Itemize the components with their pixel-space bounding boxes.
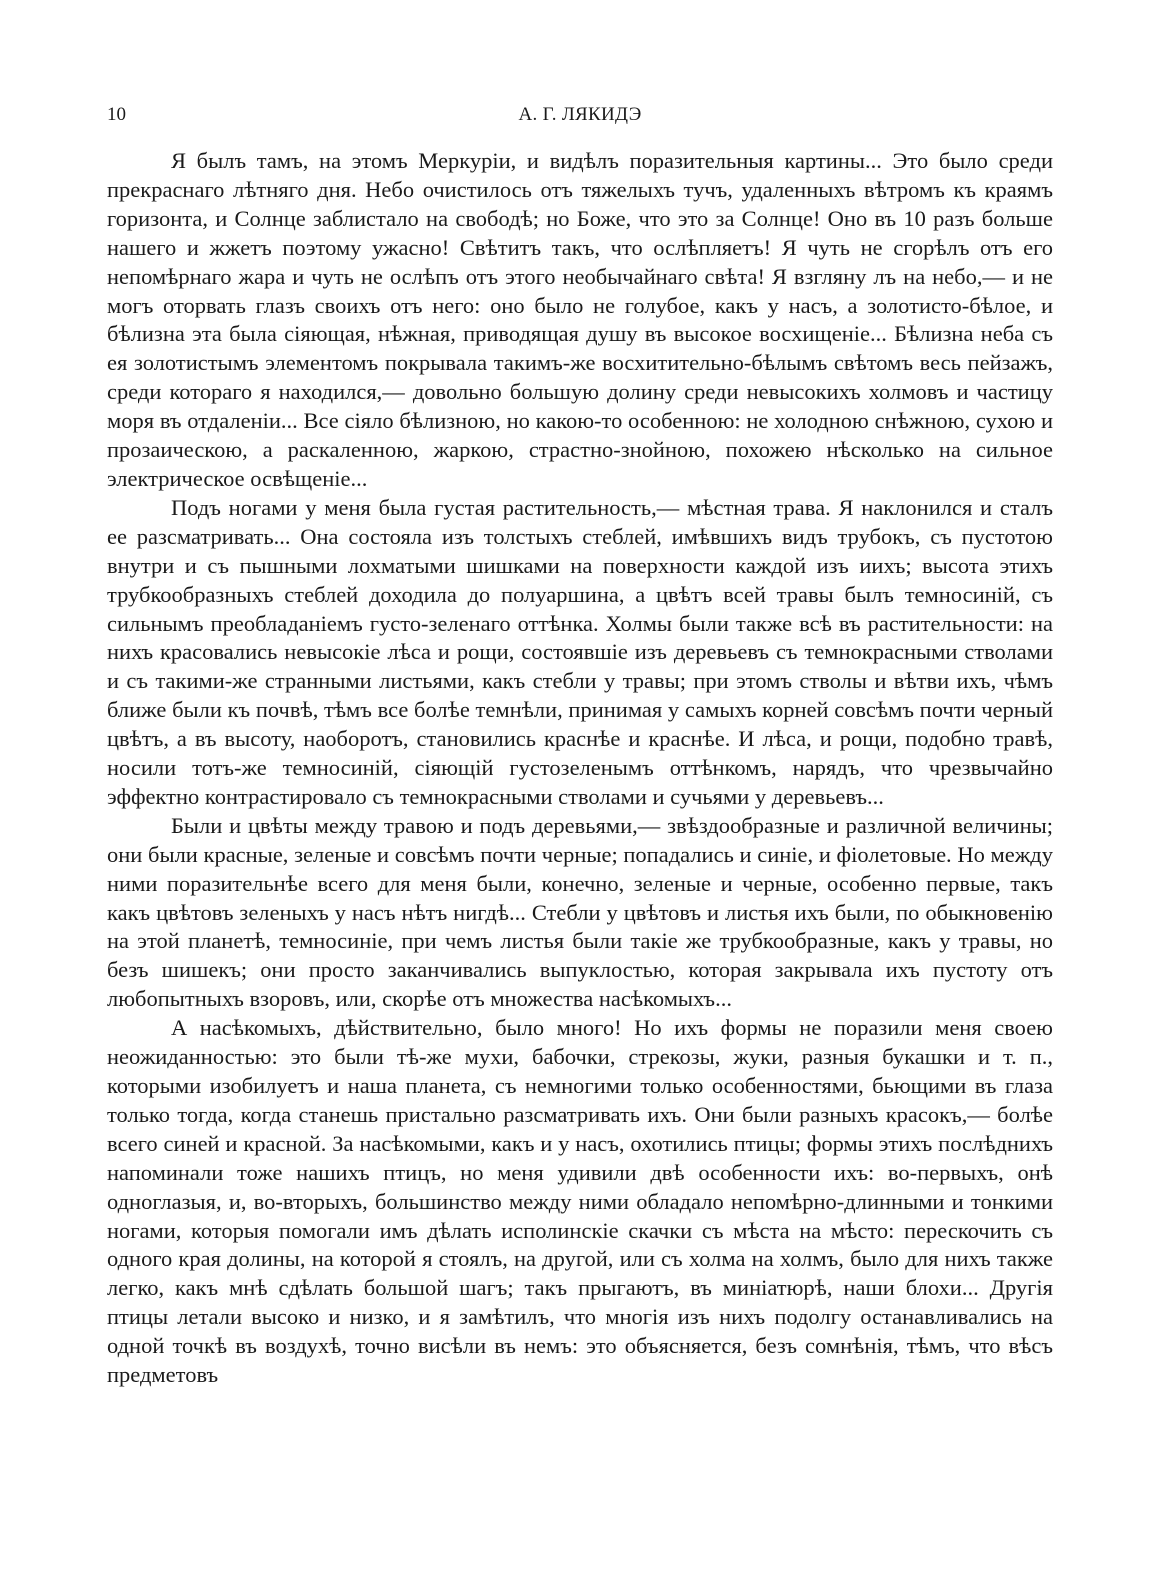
page-header xyxy=(107,104,1053,134)
page-number: 10 xyxy=(107,104,126,125)
paragraph-4: А насѣкомыхъ, дѣйствительно, было много! Но ихъ формы не поразили меня своею неожиданностью: это были тѣ-же мухи, бабочки, стрекозы, жуки, разныя букашки и т. п., которыми изобилуетъ и наша планета, съ немногими только особенностями, бьющими въ глаза только тогда, когда станешь пристально разсматривать ихъ. Они были разныхъ красокъ,— болѣе всего синей и красной. За насѣкомыми, какъ и у насъ, охотились птицы; формы этихъ послѣднихъ напоминали тоже нашихъ птицъ, но меня удивили двѣ особенности ихъ: во-первыхъ, онѣ одноглазыя, и, во-вторыхъ, большинство между ними обладало непомѣрно-длинными и тонкими ногами, которыя помогали имъ дѣлать исполинскіе скачки съ мѣста на мѣсто: перескочить съ одного края долины, на которой я стоялъ, на другой, или съ холма на холмъ, было для нихъ также легко, какъ мнѣ сдѣлать большой шагъ; такъ прыгаютъ, въ миніатюрѣ, наши блохи... Другія птицы летали высоко и низко, и я замѣтилъ, что многія изъ нихъ подолгу останавливались на одной точкѣ въ воздухѣ, точно висѣли въ немъ: это объясняется, безъ сомнѣнія, тѣмъ, что вѣсъ предметовъ xyxy=(107,1015,1053,1388)
paragraph-1: Я былъ тамъ, на этомъ Меркуріи, и видѣлъ поразительныя картины... Это было среди прекраснаго лѣтняго дня. Небо очистилось отъ тяжелыхъ тучъ, удаленныхъ вѣтромъ къ краямъ горизонта, и Солнце заблистало на свободѣ; но Боже, что это за Солнце! Оно въ 10 разъ больше нашего и жжетъ поэтому ужасно! Свѣтитъ такъ, что ослѣпляетъ! Я чуть не сгорѣлъ отъ его непомѣрнаго жара и чуть не ослѣпъ отъ этого необычайнаго свѣта! Я взгляну лъ на небо,— и не могъ оторвать глазъ своихъ отъ него: оно было не голубое, какъ у насъ, а золотисто-бѣлое, и бѣлизна эта была сіяющая, нѣжная, приводящая душу въ высокое восхищеніе... Бѣлизна неба съ ея золотистымъ элементомъ покрывала такимъ-же восхитительно-бѣлымъ свѣтомъ весь пейзажъ, среди котораго я находился,— довольно большую долину среди невысокихъ холмовъ и частицу моря въ отдаленіи... Все сіяло бѣлизною, но какою-то особенною: не холодною снѣжною, сухою и прозаическою, а раскаленною, жаркою, страстно-знойною, похожею нѣсколько на сильное электрическое освѣщеніе... xyxy=(107,148,1053,491)
running-title: А. Г. ЛЯКИДЭ xyxy=(518,104,642,125)
paragraph-3: Были и цвѣты между травою и подъ деревьями,— звѣздообразные и различной величины; они были красные, зеленые и совсѣмъ почти черные; попадались и синіе, и фіолетовые. Но между ними поразительнѣе всего для меня были, конечно, зеленые и черные, особенно первые, такъ какъ цвѣтовъ зеленыхъ у насъ нѣтъ нигдѣ... Стебли у цвѣтовъ и листья ихъ были, по обыкновенію на этой планетѣ, темносиніе, при чемъ листья были такіе же трубкообразные, какъ у травы, но безъ шишекъ; они просто заканчивались выпуклостью, которая закрывала ихъ пустоту отъ любопытныхъ взоровъ, или, скорѣе отъ множества насѣкомыхъ... xyxy=(107,812,1053,1012)
paragraph-2: Подъ ногами у меня была густая растительность,— мѣстная трава. Я наклонился и сталъ ее разсматривать... Она состояла изъ толстыхъ стеблей, имѣвшихъ видъ трубокъ, съ пустотою внутри и съ пышными лохматыми шишками на поверхности каждой изъ иихъ; высота этихъ трубкообразныхъ стеблей доходила до полуаршина, а цвѣтъ всей травы былъ темносиній, съ сильнымъ преобладаніемъ густо-зеленаго оттѣнка. Холмы были также всѣ въ растительности: на нихъ красовались невысокіе лѣса и рощи, состоявшіе изъ деревьевъ съ темнокрасными стволами и съ такими-же странными листьями, какъ стебли у травы; при этомъ стволы и вѣтви ихъ, чѣмъ ближе были къ почвѣ, тѣмъ все болѣе темнѣли, принимая у самыхъ корней совсѣмъ почти черный цвѣтъ, а въ высоту, наоборотъ, становились краснѣе и краснѣе. И лѣса, и рощи, подобно травѣ, носили тотъ-же темносиній, сіяющій густозеленымъ оттѣнкомъ, нарядъ, что чрезвычайно эффектно контрастировало съ темнокрасными стволами и сучьями у деревьевъ... xyxy=(107,494,1053,809)
body-text xyxy=(107,147,1053,1390)
